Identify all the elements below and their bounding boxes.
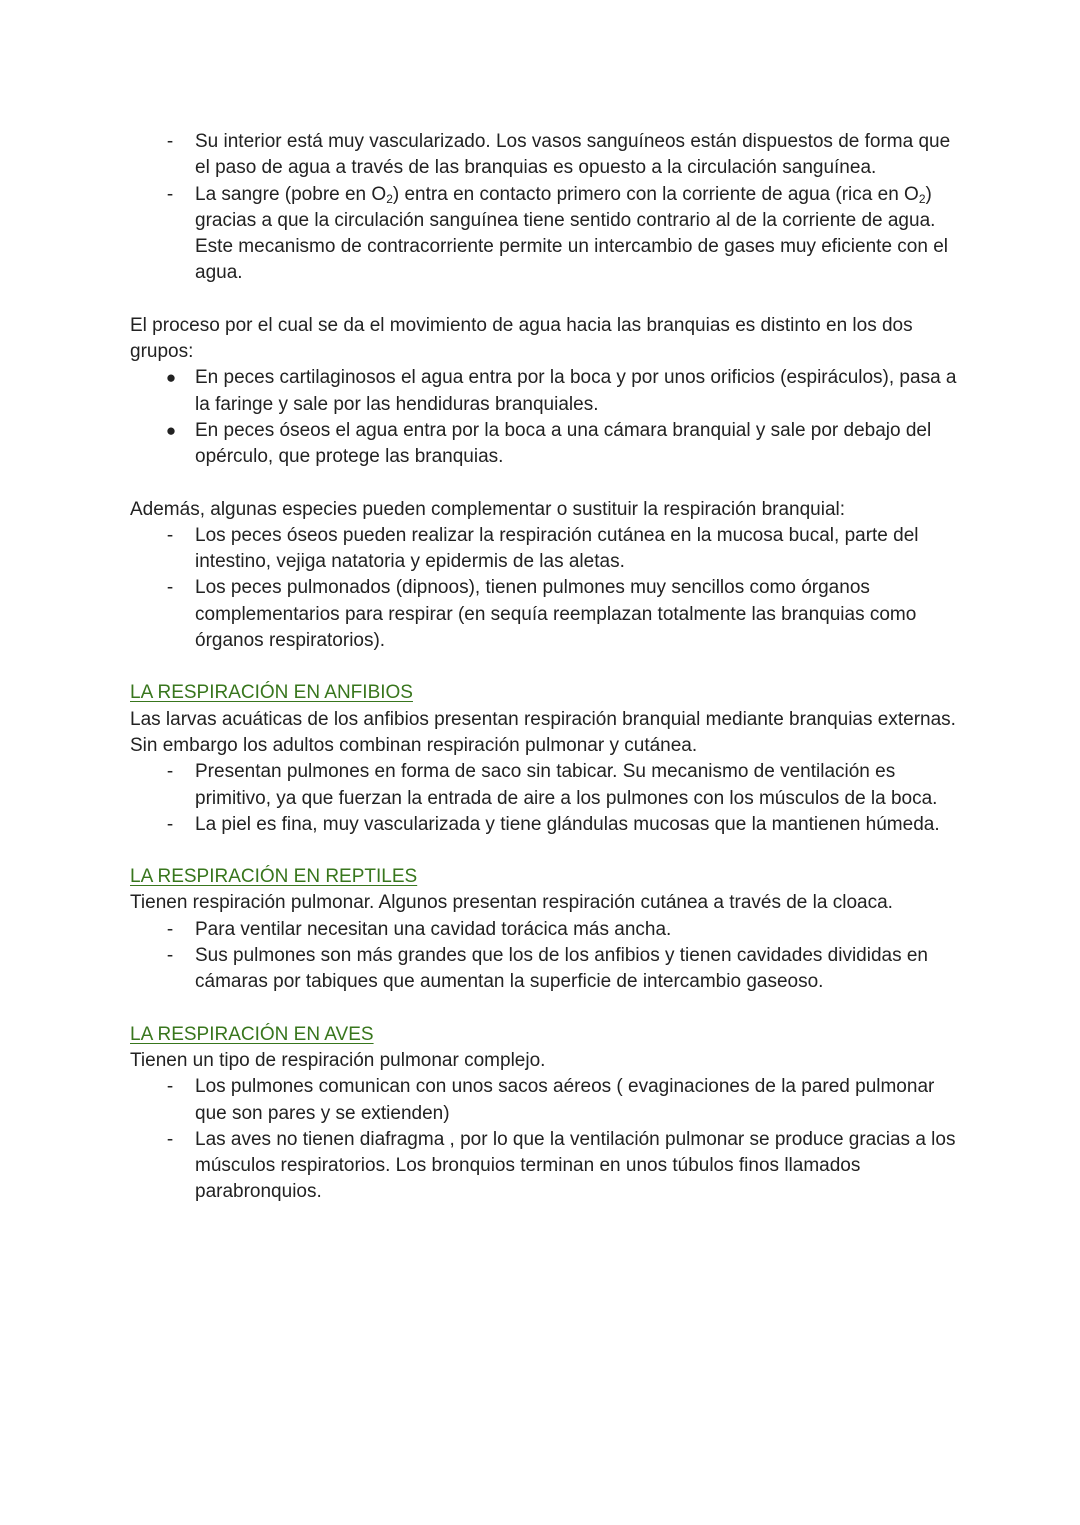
water-movement-intro: El proceso por el cual se da el movimiento de agua hacia las branquias es distinto en los dos grupos: xyxy=(130,314,913,363)
list-item xyxy=(130,1127,960,1206)
complementary-respiration-list xyxy=(130,523,960,654)
list-item xyxy=(130,1074,960,1127)
list-item xyxy=(130,812,960,838)
list-item xyxy=(130,129,960,182)
list-item-text: Presentan pulmones en forma de saco sin tabicar. Su mecanismo de ventilación es primitivo, ya que fuerzan la entrada de aire a los pulmones con los músculos de la boca. xyxy=(195,761,938,809)
dash-marker: - xyxy=(166,577,174,599)
bullet-marker: ● xyxy=(165,420,177,440)
list-item-text xyxy=(195,184,948,284)
heading-anfibios: LA RESPIRACIÓN EN ANFIBIOS xyxy=(130,682,413,704)
list-item xyxy=(130,182,960,287)
dash-marker: - xyxy=(166,524,174,546)
list-item-text: Los pulmones comunican con unos sacos aéreos ( evaginaciones de la pared pulmonar que son pares y se extienden) xyxy=(195,1076,935,1124)
list-item xyxy=(130,418,960,471)
heading-aves: LA RESPIRACIÓN EN AVES xyxy=(130,1023,374,1045)
text-fragment: La sangre (pobre en O xyxy=(195,183,387,205)
dash-marker: - xyxy=(166,813,174,835)
subscript: 2 xyxy=(918,191,926,206)
dash-marker: - xyxy=(166,761,174,783)
list-item-text: Para ventilar necesitan una cavidad torácica más ancha. xyxy=(195,918,672,940)
list-item-text: Su interior está muy vascularizado. Los vasos sanguíneos están dispuestos de forma que el paso de agua a través de las branquias es opuesto a la circulación sanguínea. xyxy=(195,131,951,179)
anfibios-intro: Las larvas acuáticas de los anfibios presentan respiración branquial mediante branquias externas. Sin embargo los adultos combinan respiración pulmonar y cutánea. xyxy=(130,708,956,756)
bullet-marker: ● xyxy=(165,368,177,388)
document-body xyxy=(130,129,960,1206)
list-item-text: La piel es fina, muy vascularizada y tiene glándulas mucosas que la mantienen húmeda. xyxy=(195,813,940,835)
subscript: 2 xyxy=(386,191,393,206)
gill-features-list xyxy=(130,129,960,287)
list-item xyxy=(130,759,960,812)
list-item xyxy=(130,575,960,654)
aves-intro: Tienen un tipo de respiración pulmonar complejo. xyxy=(130,1049,546,1071)
list-item-text: Las aves no tienen diafragma , por lo que la ventilación pulmonar se produce gracias a los músculos respiratorios. Los bronquios terminan en unos túbulos finos llamados parabronquios. xyxy=(195,1128,956,1203)
reptiles-intro: Tienen respiración pulmonar. Algunos presentan respiración cutánea a través de la cloaca. xyxy=(130,892,893,914)
water-movement-list xyxy=(130,365,960,470)
dash-marker: - xyxy=(166,945,174,967)
text-fragment: ) gracias a que la circulación sanguínea tiene sentido contrario al de la corriente de agua. Este mecanismo de contracorriente permite un intercambio de gases muy eficiente con el agua. xyxy=(195,183,948,284)
reptiles-list xyxy=(130,917,960,996)
dash-marker: - xyxy=(166,183,174,205)
list-item-text: En peces óseos el agua entra por la boca a una cámara branquial y sale por debajo del opérculo, que protege las branquias. xyxy=(195,419,932,468)
aves-list xyxy=(130,1074,960,1205)
complementary-respiration-intro: Además, algunas especies pueden complementar o sustituir la respiración branquial: xyxy=(130,498,846,520)
dash-marker: - xyxy=(166,1076,174,1098)
dash-marker: - xyxy=(166,1128,174,1150)
list-item-text: Los peces pulmonados (dipnoos), tienen pulmones muy sencillos como órganos complementarios para respirar (en sequía reemplazan totalmente las branquias como órganos respiratorios). xyxy=(195,577,917,652)
text-fragment: ) entra en contacto primero con la corriente de agua (rica en O xyxy=(392,183,919,205)
list-item-text: Sus pulmones son más grandes que los de los anfibios y tienen cavidades divididas en cámaras por tabiques que aumentan la superficie de intercambio gaseoso. xyxy=(195,945,929,993)
list-item-text: Los peces óseos pueden realizar la respiración cutánea en la mucosa bucal, parte del intestino, vejiga natatoria y epidermis de las aletas. xyxy=(195,524,919,573)
list-item xyxy=(130,943,960,996)
list-item-text: En peces cartilaginosos el agua entra por la boca y por unos orificios (espiráculos), pasa a la faringe y sale por las hendiduras branquiales. xyxy=(195,367,957,415)
anfibios-list xyxy=(130,759,960,838)
list-item xyxy=(130,365,960,418)
dash-marker: - xyxy=(166,918,174,940)
heading-reptiles: LA RESPIRACIÓN EN REPTILES xyxy=(130,866,418,888)
list-item xyxy=(130,917,960,943)
list-item xyxy=(130,523,960,576)
dash-marker: - xyxy=(166,131,174,152)
